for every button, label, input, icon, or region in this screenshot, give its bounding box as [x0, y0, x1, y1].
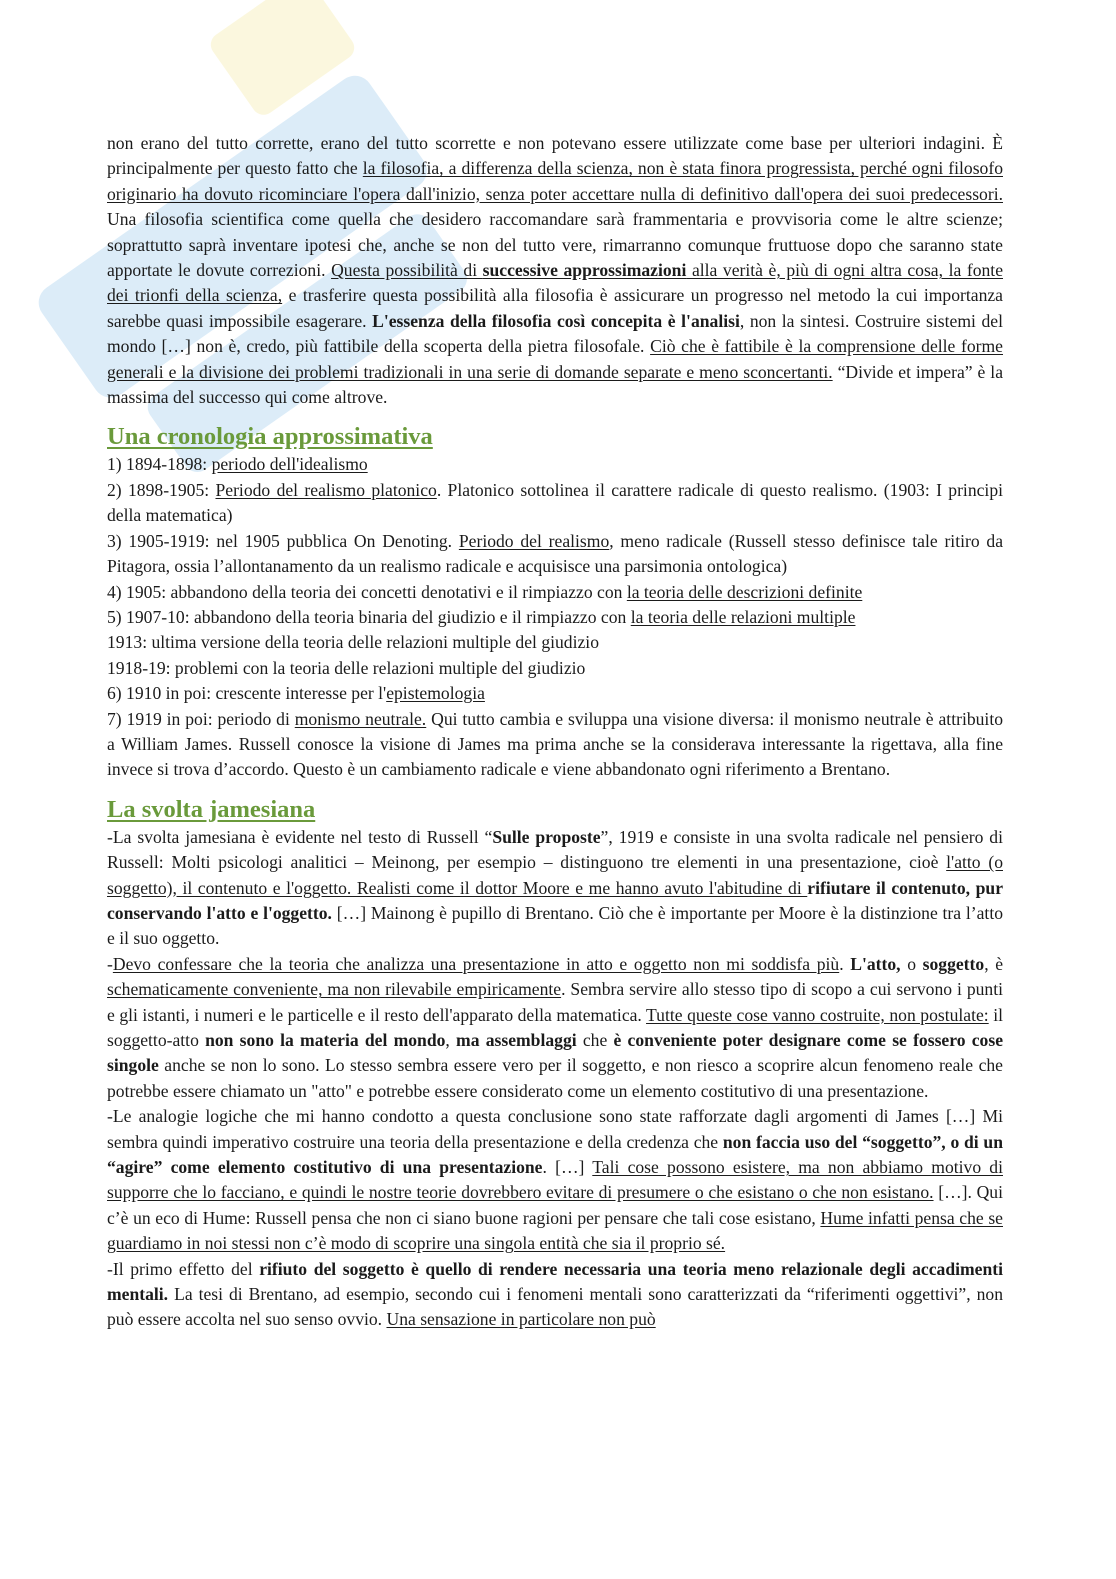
bold-text: L'essenza della filosofia così concepita è l'analisi	[372, 310, 740, 331]
underlined-text: l'atto (o soggetto), il contenuto e l'oggetto. Realisti come il dottor Moore e me hanno avuto l'abitudine di	[107, 852, 1003, 898]
bold-text: non sono la materia del mondo	[205, 1030, 446, 1050]
text-run: Qui tutto cambia e sviluppa una visione diversa: il monismo neutrale è attribuito a William James. Russell conosce la visione di James ma prima anche se la considerava interessante la rigettava, alla fine invece si trova d’accordo. Questo è un cambiamento radicale e viene abbandonato ogni riferimento a Brentano.	[107, 708, 1003, 780]
chronology-item	[107, 681, 1003, 706]
bold-text: Sulle proposte	[492, 826, 601, 847]
chronology-item	[107, 529, 1003, 580]
underlined-text: schematicamente conveniente, ma non rilevabile empiricamente	[107, 979, 562, 1000]
text-run: , è	[984, 953, 1004, 974]
underlined-text: Questa possibilità di	[331, 260, 483, 281]
text-run: -Il primo effetto del	[107, 1258, 260, 1279]
section-heading-svolta-jamesiana: La svolta jamesiana	[107, 795, 316, 823]
bold-text: rifiuto del soggetto è quello di rendere necessaria una teoria meno relazionale degli accadimenti mentali.	[107, 1258, 1003, 1305]
underlined-text: la filosofia, a differenza della scienza, non è stata finora progressista, perché ogni filosofo originario ha dovuto ricominciare l'opera dall'inizio, senza poter accettare nulla di definitivo dall'opera dei suoi predecessori.	[107, 158, 1003, 204]
jamesian-paragraph	[107, 825, 1003, 952]
text-run: […] Mainong è pupillo di Brentano. Ciò che è importante per Moore è la distinzione tra l’atto e il suo oggetto.	[107, 902, 1004, 949]
text-run: -La svolta jamesiana è evidente nel testo di Russell “	[107, 826, 493, 847]
chronology-item	[107, 605, 1003, 630]
underlined-text: periodo dell'idealismo	[211, 454, 368, 475]
underlined-text: Hume infatti pensa che se guardiamo in noi stessi non c’è modo di scoprire una singola entità che sia il proprio sé.	[107, 1207, 1003, 1254]
text-run: .	[839, 953, 851, 974]
underlined-text: Tutte queste cose vanno costruite, non postulate:	[646, 1004, 989, 1025]
text-run: La tesi di Brentano, ad esempio, secondo cui i fenomeni mentali sono caratterizzati da “riferimenti oggettivi”, non può essere accolta nel suo senso ovvio.	[107, 1284, 1003, 1330]
text-run: ”, 1919 e consiste in una svolta radicale nel pensiero di Russell: Molti psicologi analitici – Meinong, per esempio – distinguono tre elementi in una presentazione, cioè	[107, 826, 1003, 873]
section-heading-cronologia: Una cronologia approssimativa	[107, 423, 433, 451]
bold-text: non faccia uso del “soggetto”, o di un “agire” come elemento costitutivo di una presentazione	[107, 1131, 1003, 1178]
underlined-text: monismo neutrale.	[294, 708, 427, 729]
underlined-text: successive approssimazioni	[482, 260, 687, 281]
intro-paragraph	[107, 131, 1003, 410]
text-run: . […]	[542, 1157, 593, 1178]
chronology-item	[107, 630, 1003, 655]
text-run: , non la sintesi. Costruire sistemi del mondo […] non è, credo, più fattibile della scoperta della pietra filosofale.	[107, 310, 1003, 357]
chronology-item	[107, 452, 1003, 477]
text-run: 1913: ultima versione della teoria delle relazioni multiple del giudizio	[107, 632, 599, 653]
underlined-text: la teoria delle relazioni multiple	[630, 606, 856, 627]
bold-text: ma assemblaggi	[456, 1030, 577, 1050]
document-page	[107, 131, 1003, 1333]
text-run: “Divide et impera” è la massima del successo qui come altrove.	[107, 361, 1004, 408]
text-run: -	[107, 953, 113, 974]
text-run: Una filosofia scientifica come quella che desidero raccomandare sarà frammentaria e provvisoria come le altre scienze; soprattutto saprà inventare ipotesi che, anche se non del tutto vere, rimarranno comunque fruttuose dopo che saranno state apportate le dovute correzioni.	[107, 209, 1003, 281]
underlined-text: epistemologia	[386, 683, 485, 704]
jamesian-paragraph	[107, 1257, 1003, 1333]
chronology-item	[107, 656, 1003, 681]
chronology-list	[107, 452, 1003, 782]
underlined-text: la teoria delle descrizioni definite	[626, 581, 863, 602]
jamesian-paragraph	[107, 1104, 1003, 1256]
text-run: 1) 1894-1898:	[107, 454, 212, 475]
text-run: 7) 1919 in poi: periodo di	[107, 708, 295, 729]
text-run: anche se non lo sono. Lo stesso sembra essere vero per il soggetto, e non riesco a scoprire alcun fenomeno reale che potrebbe essere chiamato un "atto" e potrebbe essere considerato come un elemento costitutivo di una presentazione.	[107, 1055, 1003, 1101]
underlined-text: Periodo del realismo platonico	[215, 479, 437, 500]
bold-text: rifiutare il contenuto, pur conservando l'atto e l'oggetto.	[107, 877, 1003, 923]
text-run: non erano del tutto corrette, erano del tutto scorrette e non potevano essere utilizzate come base per ulteriori indagini. È principalmente per questo fatto che	[107, 133, 1003, 179]
underlined-text: alla verità è, più di ogni altra cosa, la fonte dei trionfi della scienza,	[107, 260, 1003, 306]
underlined-text: Ciò che è fattibile è la comprensione delle forme generali e la divisione dei problemi tradizionali in una serie di domande separate e meno sconcertanti.	[107, 336, 1003, 382]
chronology-item	[107, 707, 1003, 783]
text-run: 1918-19: problemi con la teoria delle relazioni multiple del giudizio	[107, 657, 586, 678]
text-run: […]. Qui c’è un eco di Hume: Russell pensa che non ci siano buone ragioni per pensare che tali cose esistano,	[107, 1182, 1003, 1228]
text-run: 2) 1898-1905:	[107, 479, 216, 500]
bold-text: soggetto	[922, 953, 985, 974]
underlined-text: Tali cose possono esistere, ma non abbiamo motivo di supporre che lo facciano, e quindi le nostre teorie dovrebbero evitare di presumere o che esistano o che non esistano.	[107, 1157, 1003, 1203]
text-run: e trasferire questa possibilità alla filosofia è assicurare un progresso nel metodo la cui importanza sarebbe quasi impossibile esagerare.	[107, 285, 1003, 331]
text-run: 6) 1910 in poi: crescente interesse per l'	[107, 683, 387, 704]
underlined-text: Periodo del realismo	[458, 530, 610, 551]
chronology-item	[107, 580, 1003, 605]
text-run: 5) 1907-10: abbandono della teoria binaria del giudizio e il rimpiazzo con	[107, 606, 631, 627]
text-run: o	[900, 953, 923, 974]
bold-text: è conveniente poter designare come se fossero cose singole	[107, 1030, 1004, 1076]
chronology-item	[107, 478, 1003, 529]
jamesian-paragraph	[107, 952, 1003, 1104]
text-run: . Sembra servire allo stesso tipo di scopo a cui servono i punti e gli istanti, i numeri e le particelle e il resto dell'apparato della matematica.	[107, 979, 1003, 1025]
text-run: , meno radicale (Russell stesso definisce tale ritiro da Pitagora, ossia l’allontanamento da un realismo radicale e acquisisce una parsimonia ontologica)	[107, 530, 1004, 577]
text-run: . Platonico sottolinea il carattere radicale di questo realismo. (1903: I principi della matematica)	[107, 479, 1003, 526]
text-run: 3) 1905-1919: nel 1905 pubblica On Denoting.	[107, 530, 459, 551]
text-run: il soggetto-atto	[107, 1004, 1003, 1050]
text-run: 4) 1905: abbandono della teoria dei concetti denotativi e il rimpiazzo con	[107, 581, 627, 602]
text-run: -Le analogie logiche che mi hanno condotto a questa conclusione sono state rafforzate dagli argomenti di James […] Mi sembra quindi imperativo costruire una teoria della presentazione e della credenza che	[107, 1106, 1003, 1152]
text-run: che	[576, 1030, 614, 1050]
underlined-text: Una sensazione in particolare non può	[386, 1309, 656, 1330]
bold-text: L'atto,	[850, 953, 901, 974]
underlined-text: Devo confessare che la teoria che analizza una presentazione in atto e oggetto non mi soddisfa più	[112, 953, 840, 974]
text-run: ,	[445, 1030, 457, 1050]
